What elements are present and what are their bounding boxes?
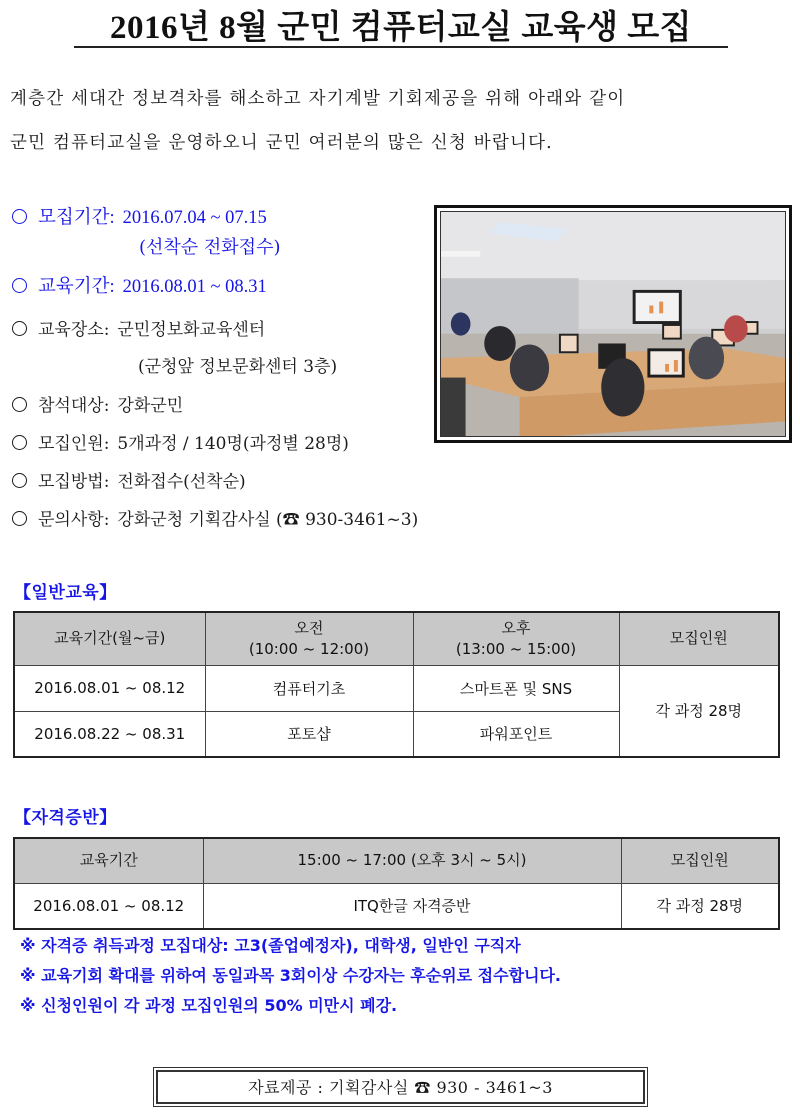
header-period: 교육기간 (14, 838, 203, 883)
header-afternoon: 오후 (13:00 ~ 15:00) (413, 612, 619, 665)
cell-morning-course: 포토샵 (205, 711, 413, 757)
cell-capacity: 각 과정 28명 (619, 665, 779, 757)
cert-section-title: 【자격증반】 (14, 808, 117, 828)
table-row (14, 665, 779, 711)
classroom-photo (434, 205, 792, 443)
note-item: ※ 자격증 취득과정 모집대상: 고3(졸업예정자), 대학생, 일반인 구직자 (20, 936, 521, 955)
general-schedule-table (13, 611, 780, 758)
cell-course: ITQ한글 자격증반 (203, 883, 621, 929)
circle-bullet-icon (12, 209, 27, 224)
table-header-row (14, 612, 779, 665)
cell-period: 2016.08.01 ~ 08.12 (14, 883, 203, 929)
intro-paragraph (10, 84, 790, 172)
circle-bullet-icon (12, 511, 27, 526)
info-capacity: 모집인원: 5개과정 / 140명(과정별 28명) (12, 432, 349, 456)
table-row (14, 883, 779, 929)
header-period: 교육기간(월~금) (14, 612, 205, 665)
cell-afternoon-course: 파워포인트 (413, 711, 619, 757)
header-capacity: 모집인원 (619, 612, 779, 665)
cell-capacity: 각 과정 28명 (621, 883, 779, 929)
info-target: 참석대상: 강화군민 (12, 394, 183, 418)
info-location-note: (군청앞 정보문화센터 3층) (138, 357, 338, 377)
info-method: 모집방법: 전화접수(선착순) (12, 470, 246, 494)
cell-morning-course: 컴퓨터기초 (205, 665, 413, 711)
circle-bullet-icon (12, 397, 27, 412)
page-title: 2016년 8월 군민 컴퓨터교실 교육생 모집 (74, 8, 728, 48)
cell-period: 2016.08.22 ~ 08.31 (14, 711, 205, 757)
intro-line-1: 계층간 세대간 정보격차를 해소하고 자기계발 기회제공을 위해 아래와 같이 (10, 89, 626, 109)
header-time: 15:00 ~ 17:00 (오후 3시 ~ 5시) (203, 838, 621, 883)
table-header-row (14, 838, 779, 883)
info-education-period: 교육기간: 2016.08.01 ~ 08.31 (12, 275, 267, 299)
note-item: ※ 교육기회 확대를 위하여 동일과목 3회이상 수강자는 후순위로 접수합니다. (20, 966, 562, 985)
circle-bullet-icon (12, 321, 27, 336)
general-section-title: 【일반교육】 (14, 583, 117, 603)
circle-bullet-icon (12, 278, 27, 293)
footer-source-text: 자료제공 : 기획감사실 ☎ 930 - 3461~3 (156, 1070, 645, 1104)
info-recruit-period-note: (선착순 전화접수) (139, 237, 281, 258)
header-capacity: 모집인원 (621, 838, 779, 883)
cell-period: 2016.08.01 ~ 08.12 (14, 665, 205, 711)
circle-bullet-icon (12, 473, 27, 488)
classroom-illustration (441, 212, 785, 436)
footer-source-box (153, 1067, 648, 1107)
intro-line-2: 군민 컴퓨터교실을 운영하오니 군민 여러분의 많은 신청 바랍니다. (10, 133, 553, 153)
info-recruit-period: 모집기간: 2016.07.04 ~ 07.15 (12, 206, 267, 230)
classroom-photo-icon (440, 211, 786, 437)
circle-bullet-icon (12, 435, 27, 450)
cell-afternoon-course: 스마트폰 및 SNS (413, 665, 619, 711)
header-morning: 오전 (10:00 ~ 12:00) (205, 612, 413, 665)
cert-schedule-table (13, 837, 780, 930)
notes-list (20, 932, 790, 1022)
note-item: ※ 신청인원이 각 과정 모집인원의 50% 미만시 폐강. (20, 996, 398, 1015)
info-contact: 문의사항: 강화군청 기획감사실 (☎ 930-3461~3) (12, 508, 418, 532)
info-location: 교육장소: 군민정보화교육센터 (12, 318, 265, 342)
